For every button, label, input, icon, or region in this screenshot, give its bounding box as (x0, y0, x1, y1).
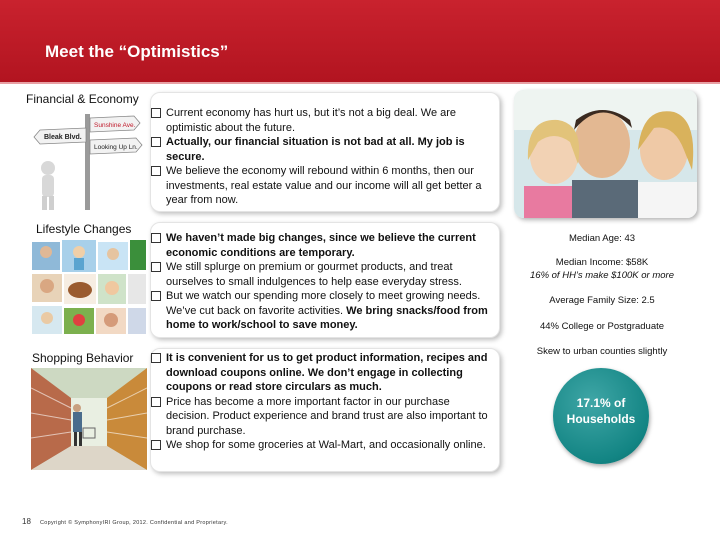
checkbox-icon (151, 397, 161, 407)
header-divider (0, 82, 720, 84)
lifestyle-label: Lifestyle Changes (36, 222, 132, 236)
lifestyle-bullets (150, 231, 492, 333)
grocery-aisle-image (31, 368, 147, 470)
bullet-text: We shop for some groceries at Wal-Mart, and occasionally online. (166, 439, 486, 451)
checkbox-icon (151, 137, 161, 147)
page-number: 18 (22, 517, 31, 526)
shopping-bullet-2 (150, 395, 492, 439)
bullet-text: Current economy has hurt us, but it’s not a big deal. We are optimistic about the future. (166, 107, 457, 134)
households-badge (553, 368, 649, 464)
sign-looking-up: Looking Up Ln. (94, 144, 138, 151)
bullet-text: Actually, our financial situation is not bad at all. My job is secure. (166, 136, 465, 163)
median-income: Median Income: $58K (555, 257, 649, 268)
checkbox-icon (151, 291, 161, 301)
education: 44% College or Postgraduate (539, 321, 665, 332)
signpost-image (28, 108, 148, 213)
header-banner (0, 0, 720, 82)
checkbox-icon (151, 353, 161, 363)
urban-skew: Skew to urban counties slightly (536, 346, 668, 357)
shopping-bullet-3 (150, 438, 492, 453)
family-size: Average Family Size: 2.5 (549, 295, 655, 306)
bullet-text: It is convenient for us to get product information, recipes and download coupons online. We don’t engage in collecting coupons or read store circulars as much. (166, 352, 488, 393)
checkbox-icon (151, 440, 161, 450)
sign-sunshine: Sunshine Ave. (94, 122, 136, 129)
bullet-text: We haven’t made big changes, since we believe the current economic conditions are temporary. (166, 232, 476, 259)
lifestyle-bullet-2 (150, 260, 492, 289)
sign-bleak: Bleak Blvd. (44, 134, 82, 141)
financial-bullets (150, 106, 490, 208)
copyright-text: Copyright © SymphonyIRI Group, 2012. Confidential and Proprietary. (40, 520, 228, 526)
page-title: Meet the “Optimistics” (45, 42, 229, 61)
lifestyle-bullet-3 (150, 289, 492, 333)
checkbox-icon (151, 262, 161, 272)
bullet-text-bold: We bring snacks/food from home to work/school to save money. (166, 304, 488, 331)
bullet-text: We believe the economy will rebound within 6 months, then our investments, real estate value and our income will all get better a year from now. (166, 165, 482, 206)
lifestyle-collage-image (30, 238, 148, 336)
median-age: Median Age: 43 (568, 233, 636, 244)
financial-bullet-3 (150, 164, 490, 208)
checkbox-icon (151, 233, 161, 243)
shopping-bullet-1 (150, 351, 492, 395)
financial-bullet-1 (150, 106, 490, 135)
bullet-text: But we watch our spending more closely to meet growing needs. We’ve cut back on favorite activities. (166, 290, 481, 317)
income-note: 16% of HH’s make $100K or more (530, 270, 674, 281)
households-value: 17.1% of (576, 396, 626, 410)
bullet-text: We still splurge on premium or gourmet products, and treat ourselves to small indulgences to help ease everyday stress. (166, 261, 462, 288)
households-text (553, 395, 649, 427)
bullet-text: Price has become a more important factor in our purchase decision. Product experience and brand trust are also important to brand purchase. (166, 395, 488, 437)
checkbox-icon (151, 108, 161, 118)
shopping-bullets (150, 351, 492, 453)
households-label: Households (566, 412, 636, 426)
lifestyle-bullet-1 (150, 231, 492, 260)
financial-label: Financial & Economy (26, 92, 139, 106)
family-photo (514, 90, 697, 218)
shopping-label: Shopping Behavior (32, 351, 134, 365)
financial-bullet-2 (150, 135, 490, 164)
checkbox-icon (151, 166, 161, 176)
